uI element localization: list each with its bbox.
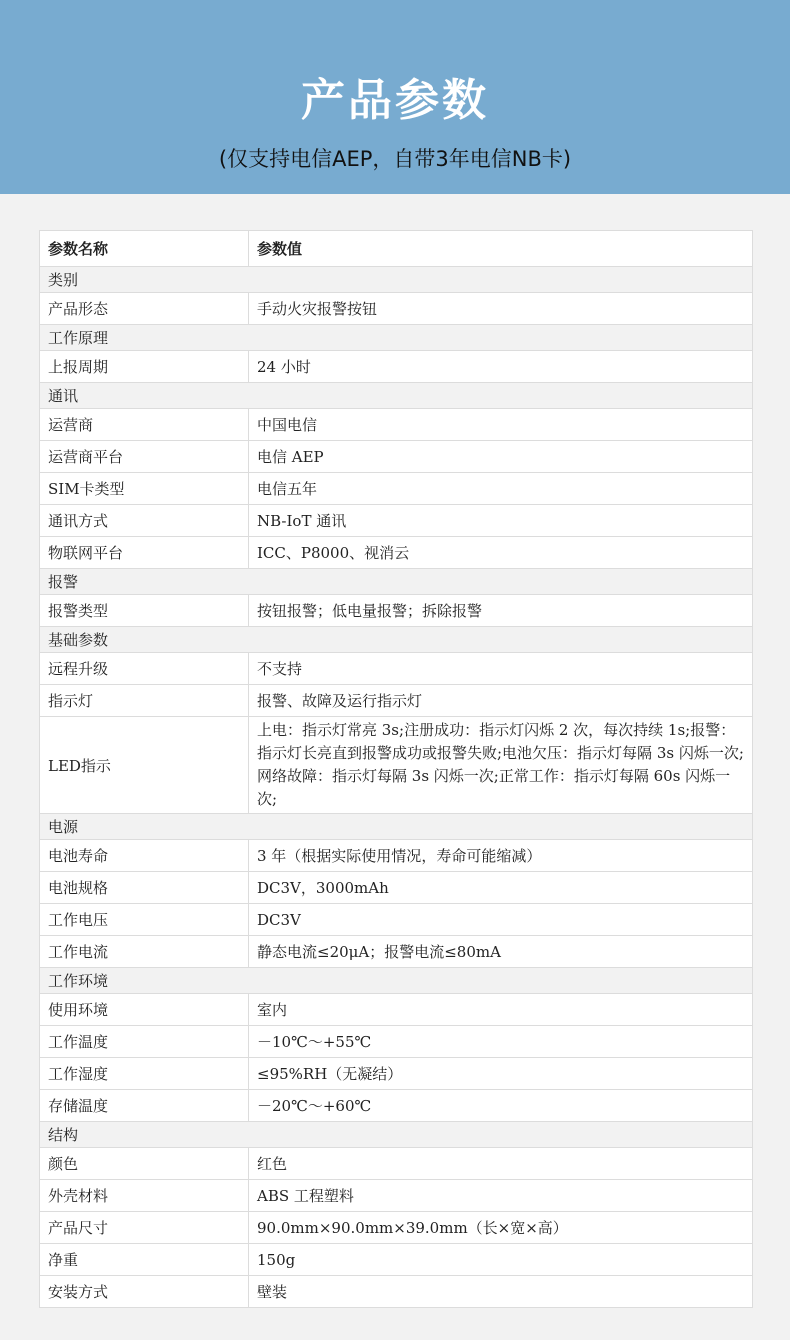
table-row (40, 1090, 752, 1122)
column-header-value: 参数值 (257, 240, 303, 258)
param-value: －10℃～+55℃ (257, 1033, 372, 1051)
table-header-row (40, 231, 752, 267)
param-value: 室内 (257, 1001, 288, 1019)
table-row (40, 872, 752, 904)
param-value: 电信 AEP (257, 448, 324, 466)
table-row (40, 994, 752, 1026)
section-row (40, 325, 752, 351)
param-value: DC3V (257, 910, 301, 929)
table-row (40, 409, 752, 441)
param-name: 工作湿度 (40, 1058, 249, 1089)
spec-table (39, 230, 753, 1308)
param-value: ICC、P8000、视消云 (257, 544, 410, 562)
param-value: 24 小时 (257, 358, 311, 376)
table-row (40, 505, 752, 537)
header-banner (0, 0, 790, 194)
table-row (40, 717, 752, 814)
table-row (40, 1212, 752, 1244)
section-row (40, 814, 752, 840)
param-name: LED指示 (40, 717, 249, 813)
param-name: 电池规格 (40, 872, 249, 903)
param-value: 红色 (257, 1155, 288, 1173)
table-row (40, 1026, 752, 1058)
section-row (40, 968, 752, 994)
table-row (40, 1276, 752, 1307)
section-label: 报警 (48, 573, 79, 591)
table-body (40, 267, 752, 1307)
param-value: 电信五年 (257, 480, 318, 498)
param-name: 通讯方式 (40, 505, 249, 536)
param-name: 运营商 (40, 409, 249, 440)
table-row (40, 351, 752, 383)
param-name: 工作电流 (40, 936, 249, 967)
param-name: 运营商平台 (40, 441, 249, 472)
param-name: 产品形态 (40, 293, 249, 324)
param-value: 按钮报警；低电量报警；拆除报警 (257, 602, 483, 620)
table-row (40, 904, 752, 936)
section-row (40, 383, 752, 409)
section-label: 基础参数 (48, 631, 109, 649)
table-row (40, 1058, 752, 1090)
page-title: 产品参数 (301, 75, 489, 126)
param-name: 颜色 (40, 1148, 249, 1179)
param-value: 150g (257, 1250, 296, 1269)
section-label: 类别 (48, 271, 79, 289)
param-name: 外壳材料 (40, 1180, 249, 1211)
section-row (40, 1122, 752, 1148)
param-name: 远程升级 (40, 653, 249, 684)
param-name: 指示灯 (40, 685, 249, 716)
param-value: 静态电流≤20μA；报警电流≤80mA (257, 943, 501, 961)
param-value: 上电：指示灯常亮 3s;注册成功：指示灯闪烁 2 次，每次持续 1s;报警：指示灯长亮直到报警成功或报警失败;电池欠压：指示灯每隔 3s 闪烁一次;网络故障：指示灯每隔 3s 闪烁一次;正常工作：指示灯每隔 60s 闪烁一次; (257, 721, 744, 808)
param-value: 90.0mm×90.0mm×39.0mm（长×宽×高） (257, 1219, 568, 1237)
table-row (40, 537, 752, 569)
section-label: 工作环境 (48, 972, 109, 990)
section-row (40, 627, 752, 653)
table-row (40, 1148, 752, 1180)
param-value: 报警、故障及运行指示灯 (257, 692, 423, 710)
param-name: 电池寿命 (40, 840, 249, 871)
section-label: 电源 (48, 818, 79, 836)
param-name: 物联网平台 (40, 537, 249, 568)
table-row (40, 293, 752, 325)
param-name: 存储温度 (40, 1090, 249, 1121)
section-row (40, 267, 752, 293)
param-name: 安装方式 (40, 1276, 249, 1307)
table-row (40, 441, 752, 473)
param-value: 手动火灾报警按钮 (257, 300, 378, 318)
section-label: 工作原理 (48, 329, 109, 347)
param-name: 净重 (40, 1244, 249, 1275)
table-row (40, 1244, 752, 1276)
param-value: DC3V，3000mAh (257, 879, 389, 897)
param-name: 报警类型 (40, 595, 249, 626)
param-value: 3 年（根据实际使用情况，寿命可能缩减） (257, 847, 542, 865)
table-row (40, 653, 752, 685)
table-row (40, 840, 752, 872)
param-value: 不支持 (257, 660, 303, 678)
page-subtitle: (仅支持电信AEP，自带3年电信NB卡) (218, 147, 572, 171)
param-name: 工作温度 (40, 1026, 249, 1057)
param-name: SIM卡类型 (40, 473, 249, 504)
section-row (40, 569, 752, 595)
param-value: NB-IoT 通讯 (257, 512, 347, 530)
table-row (40, 685, 752, 717)
section-label: 通讯 (48, 387, 79, 405)
param-value: －20℃～+60℃ (257, 1097, 372, 1115)
table-row (40, 936, 752, 968)
param-name: 使用环境 (40, 994, 249, 1025)
param-value: 中国电信 (257, 416, 318, 434)
column-header-name: 参数名称 (40, 231, 249, 266)
param-name: 产品尺寸 (40, 1212, 249, 1243)
param-value: ≤95%RH（无凝结） (257, 1065, 403, 1083)
param-value: 壁装 (257, 1283, 288, 1301)
param-value: ABS 工程塑料 (257, 1187, 354, 1205)
table-row (40, 473, 752, 505)
param-name: 工作电压 (40, 904, 249, 935)
table-row (40, 1180, 752, 1212)
table-row (40, 595, 752, 627)
param-name: 上报周期 (40, 351, 249, 382)
section-label: 结构 (48, 1126, 79, 1144)
